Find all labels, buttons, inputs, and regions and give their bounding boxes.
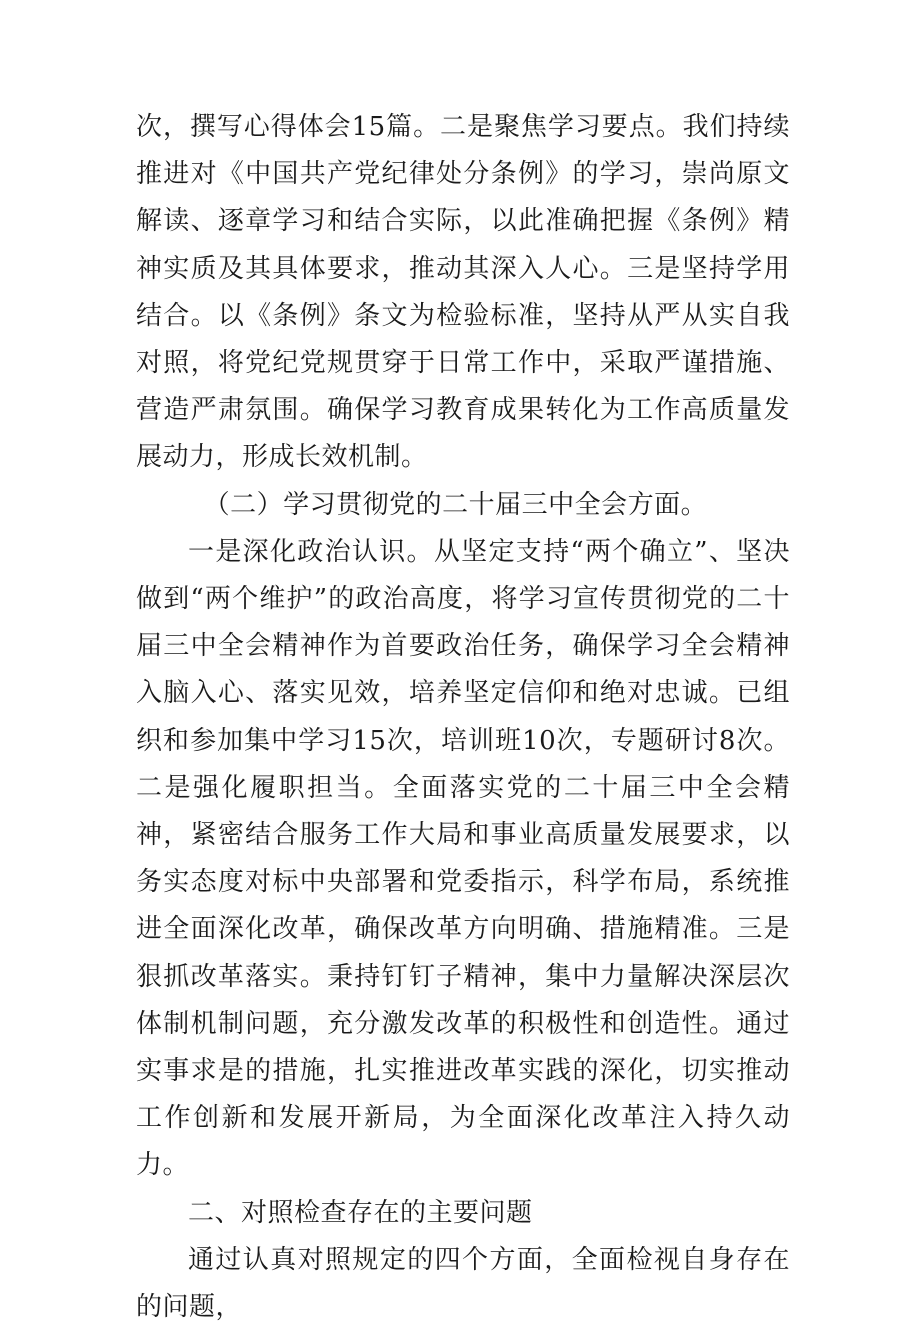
paragraph-body: 通过认真对照规定的四个方面，全面检视自身存在的问题， (136, 1244, 790, 1323)
section-heading: 二、对照检查存在的主要问题 (188, 1197, 533, 1228)
section-subheading: （二）学习贯彻党的二十届三中全会方面。 (203, 489, 708, 520)
document-body (136, 104, 790, 1331)
paragraph-body: 一是深化政治认识。从坚定支持“两个确立”、坚决做到“两个维护”的政治高度，将学习宣传贯彻党的二十届三中全会精神作为首要政治任务，确保学习全会精神入脑入心、落实见效，培养坚定信仰和绝对忠诚。已组织和参加集中学习15次，培训班10次，专题研讨8次。二是强化履职担当。全面落实党的二十届三中全会精神，紧密结合服务工作大局和事业高质量发展要求，以务实态度对标中央部署和党委指示，科学布局，系统推进全面深化改革，确保改革方向明确、措施精准。三是狠抓改革落实。秉持钉钉子精神，集中力量解决深层次体制机制问题，充分激发改革的积极性和创造性。通过实事求是的措施，扎实推进改革实践的深化，切实推动工作创新和发展开新局，为全面深化改革注入持久动力。 (136, 536, 790, 1181)
paragraph-continuation: 次，撰写心得体会15篇。二是聚焦学习要点。我们持续推进对《中国共产党纪律处分条例》的学习，崇尚原文解读、逐章学习和结合实际，以此准确把握《条例》精神实质及其具体要求，推动其深入人心。三是坚持学用结合。以《条例》条文为检验标准，坚持从严从实自我对照，将党纪党规贯穿于日常工作中，采取严谨措施、营造严肃氛围。确保学习教育成果转化为工作高质量发展动力，形成长效机制。 (136, 112, 790, 473)
